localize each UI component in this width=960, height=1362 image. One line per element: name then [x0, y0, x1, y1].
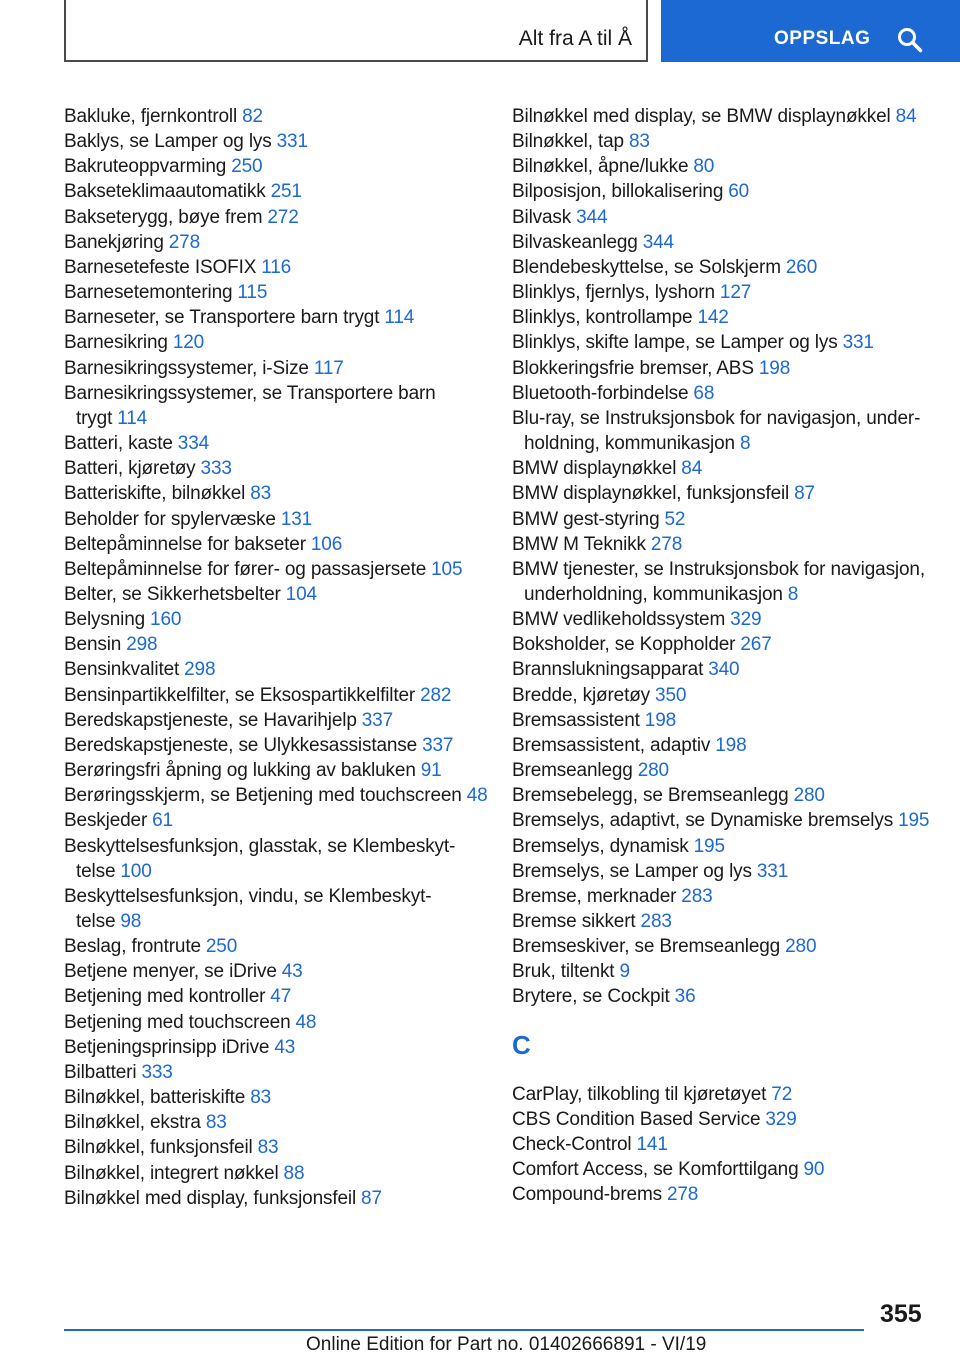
- index-entry: [512, 1107, 932, 1132]
- page-reference-link[interactable]: 105: [431, 558, 463, 580]
- page-reference-link[interactable]: 250: [231, 156, 263, 178]
- page-reference-link[interactable]: 48: [466, 785, 488, 807]
- page-reference-link[interactable]: 120: [172, 332, 205, 354]
- page-reference-link[interactable]: 84: [681, 458, 703, 480]
- index-entry-text: Check-Control: [512, 1133, 632, 1155]
- index-entry: [512, 783, 932, 808]
- index-entry-text: Bilnøkkel, funksjonsfeil: [64, 1137, 253, 1159]
- index-entry-text: Beholder for spylervæske: [64, 508, 276, 530]
- index-entry-text: Beskjeder: [64, 810, 148, 832]
- page-reference-link[interactable]: 83: [205, 1112, 227, 1134]
- index-entry: [512, 1082, 932, 1107]
- index-entry-text: BMW displaynøkkel: [512, 458, 677, 480]
- page-reference-link[interactable]: 8: [787, 583, 799, 605]
- index-column-left: [64, 104, 489, 1211]
- page-reference-link[interactable]: 344: [642, 231, 674, 253]
- index-entry-text: Blinklys, kontrollampe: [512, 307, 693, 329]
- index-entry-text: Batteri, kaste: [64, 433, 173, 455]
- index-entry: [512, 934, 932, 959]
- page-reference-link[interactable]: 250: [205, 936, 238, 958]
- index-entry-text: Betjening med kontroller: [64, 986, 266, 1008]
- index-entry-text: Berøringsskjerm, se Betjening med touchscreen: [64, 785, 462, 807]
- index-entry: [64, 582, 489, 607]
- index-entry-text: Blinklys, skifte lampe, se Lamper og lys: [512, 332, 838, 354]
- index-entry: [512, 1182, 932, 1207]
- index-entry-text: Bremseanlegg: [512, 760, 633, 782]
- index-entry-text: BMW tjenester, se Instruksjonsbok for navigasjon, underholdning, kommunikasjon: [512, 558, 925, 605]
- index-entry: [64, 934, 489, 959]
- index-entry-text: Beskyttelsesfunksjon, vindu, se Klembeskyttelse: [64, 885, 432, 932]
- page-reference-link[interactable]: 60: [728, 181, 750, 203]
- index-entry-text: Beredskapstjeneste, se Havarihjelp: [64, 709, 357, 731]
- index-entry-text: Bilvaskeanlegg: [512, 231, 638, 253]
- page-reference-link[interactable]: 36: [674, 986, 696, 1008]
- index-entry: [512, 456, 932, 481]
- index-entry-text: CBS Condition Based Service: [512, 1108, 761, 1130]
- index-entry-text: Banekjøring: [64, 231, 164, 253]
- page-reference-link[interactable]: 83: [250, 1087, 272, 1109]
- index-entry: [64, 834, 489, 884]
- index-entry: [512, 330, 932, 355]
- index-entry: [512, 708, 932, 733]
- index-entry: [512, 104, 932, 129]
- index-entry-text: Bensinkvalitet: [64, 659, 180, 681]
- page-reference-link[interactable]: 331: [756, 860, 789, 882]
- index-entry: [64, 305, 489, 330]
- index-entry-text: Bakseteklimaautomatikk: [64, 181, 266, 203]
- index-entry: [64, 507, 489, 532]
- page-reference-link[interactable]: 115: [237, 282, 268, 304]
- page-reference-link[interactable]: 80: [693, 156, 715, 178]
- index-entry-text: CarPlay, tilkobling til kjøretøyet: [512, 1083, 767, 1105]
- index-entry: [512, 255, 932, 280]
- index-entry-text: Barnesikring: [64, 332, 168, 354]
- lookup-tab[interactable]: [661, 0, 960, 62]
- page-reference-link[interactable]: 282: [420, 684, 452, 706]
- page-reference-link[interactable]: 278: [168, 231, 200, 253]
- index-entry-text: Bilnøkkel, batteriskifte: [64, 1087, 246, 1109]
- page-reference-link[interactable]: 83: [257, 1137, 279, 1159]
- index-entry: [512, 129, 932, 154]
- index-entry-text: Bilvask: [512, 206, 572, 228]
- page-reference-link[interactable]: 331: [842, 332, 874, 354]
- index-entry-text: Comfort Access, se Komforttilgang: [512, 1159, 799, 1181]
- page-reference-link[interactable]: 334: [177, 433, 210, 455]
- index-entry-text: Bakseterygg, bøye frem: [64, 206, 263, 228]
- page-reference-link[interactable]: 90: [803, 1159, 825, 1181]
- index-entry: [64, 1060, 489, 1085]
- index-entry-text: BMW M Teknikk: [512, 533, 646, 555]
- index-entry: [64, 1161, 489, 1186]
- index-entry: [64, 632, 489, 657]
- page-reference-link[interactable]: 350: [655, 684, 687, 706]
- index-entry: [64, 330, 489, 355]
- index-entry: [64, 1010, 489, 1035]
- index-entry: [512, 909, 932, 934]
- index-entry: [64, 758, 489, 783]
- index-entry-text: BMW vedlikeholdssystem: [512, 609, 726, 631]
- index-entry: [512, 758, 932, 783]
- index-entry: [512, 657, 932, 682]
- index-entry: [64, 657, 489, 682]
- page-reference-link[interactable]: 142: [697, 307, 729, 329]
- page-reference-link[interactable]: 106: [310, 533, 343, 555]
- index-entry-text: Bilnøkkel med display, se BMW displaynøkkel: [512, 106, 891, 127]
- index-entry: [64, 1085, 489, 1110]
- index-entry-text: Boksholder, se Koppholder: [512, 634, 736, 656]
- page-reference-link[interactable]: 131: [280, 508, 313, 530]
- index-entry-text: Barneseter, se Transportere barn trygt: [64, 307, 380, 329]
- index-entry: [64, 783, 489, 808]
- search-icon[interactable]: [897, 27, 923, 53]
- index-entry-text: Bruk, tiltenkt: [512, 961, 615, 983]
- index-entry-text: BMW gest-styring: [512, 508, 660, 530]
- page-reference-link[interactable]: 283: [640, 911, 672, 932]
- page-reference-link[interactable]: 198: [758, 357, 791, 379]
- page-number: 355: [880, 1300, 922, 1328]
- index-entry: [64, 154, 489, 179]
- index-entry-text: Berøringsfri åpning og lukking av bakluken: [64, 760, 416, 782]
- index-entry: [64, 255, 489, 280]
- page-reference-link[interactable]: 298: [126, 634, 158, 656]
- page-reference-link[interactable]: 340: [708, 659, 740, 681]
- page-reference-link[interactable]: 82: [242, 106, 263, 127]
- page-reference-link[interactable]: 84: [895, 106, 917, 127]
- index-entry-text: Bremsebelegg, se Bremseanlegg: [512, 785, 789, 807]
- index-entry: [512, 1157, 932, 1182]
- index-entry: [64, 456, 489, 481]
- page-reference-link[interactable]: 117: [313, 357, 344, 379]
- page-reference-link[interactable]: 127: [719, 282, 752, 304]
- index-entry-text: Bilnøkkel med display, funksjonsfeil: [64, 1187, 357, 1209]
- index-entry-text: Beltepåminnelse for fører- og passasjersete: [64, 558, 427, 580]
- index-entry: [512, 532, 932, 557]
- page-reference-link[interactable]: 198: [644, 709, 677, 731]
- index-entry: [512, 381, 932, 406]
- page-reference-link[interactable]: 298: [184, 659, 216, 681]
- index-entry-text: Betjening med touchscreen: [64, 1011, 291, 1033]
- index-entry-text: Bilnøkkel, tap: [512, 131, 624, 153]
- index-entry-text: Bremse sikkert: [512, 911, 636, 932]
- page-reference-link[interactable]: 87: [794, 483, 815, 505]
- footer-edition-text: Online Edition for Part no. 01402666891 - VI/19: [306, 1334, 707, 1355]
- page-reference-link[interactable]: 280: [785, 936, 817, 958]
- page-reference-link[interactable]: 114: [384, 307, 415, 329]
- index-entry: [512, 607, 932, 632]
- index-entry: [64, 280, 489, 305]
- index-entry-text: Bilnøkkel, ekstra: [64, 1112, 201, 1134]
- index-entry: [512, 733, 932, 758]
- index-entry-text: Bensinpartikkelfilter, se Eksospartikkelfilter: [64, 684, 416, 706]
- page-reference-link[interactable]: 333: [141, 1061, 173, 1083]
- index-entry: [512, 1132, 932, 1157]
- index-entry-text: Brytere, se Cockpit: [512, 986, 670, 1008]
- index-entry: [64, 129, 489, 154]
- page-reference-link[interactable]: 114: [117, 407, 148, 429]
- page-reference-link[interactable]: 278: [666, 1184, 699, 1206]
- page-reference-link[interactable]: 329: [730, 609, 762, 631]
- index-entry: [512, 632, 932, 657]
- page-reference-link[interactable]: 68: [693, 382, 715, 404]
- page-reference-link[interactable]: 104: [285, 583, 317, 605]
- index-entry-text: Bremse, merknader: [512, 885, 677, 907]
- index-entry: [64, 557, 489, 582]
- index-entry-text: Barnesetefeste ISOFIX: [64, 256, 257, 278]
- index-entry-text: Bremselys, se Lamper og lys: [512, 860, 752, 882]
- index-entry: [64, 708, 489, 733]
- page-reference-link[interactable]: 280: [637, 760, 669, 782]
- index-entry: [64, 1035, 489, 1060]
- index-entry: [512, 859, 932, 884]
- page-reference-link[interactable]: 272: [267, 206, 299, 228]
- index-list-c: [512, 1082, 932, 1208]
- index-entry-text: Barnesikringssystemer, i-Size: [64, 357, 309, 379]
- index-entry: [512, 557, 932, 607]
- section-tab-label: Alt fra A til Å: [518, 27, 632, 50]
- page-reference-link[interactable]: 100: [120, 860, 152, 882]
- index-entry: [512, 305, 932, 330]
- index-entry: [64, 104, 489, 129]
- index-entry-text: Bilbatteri: [64, 1061, 137, 1083]
- page-reference-link[interactable]: 72: [771, 1083, 793, 1105]
- index-entry: [512, 808, 932, 833]
- index-entry-text: Bluetooth-forbindelse: [512, 382, 689, 404]
- index-entry: [512, 984, 932, 1009]
- index-entry: [512, 683, 932, 708]
- index-entry: [64, 1186, 489, 1211]
- index-entry-text: BMW displaynøkkel, funksjonsfeil: [512, 483, 790, 505]
- index-entry: [64, 230, 489, 255]
- page-reference-link[interactable]: 333: [200, 458, 232, 480]
- index-entry: [512, 230, 932, 255]
- page-reference-link[interactable]: 9: [619, 961, 630, 983]
- index-entry: [64, 481, 489, 506]
- page-reference-link[interactable]: 43: [281, 961, 303, 983]
- page-reference-link[interactable]: 278: [650, 533, 683, 555]
- index-entry: [512, 406, 932, 456]
- page-reference-link[interactable]: 43: [274, 1036, 296, 1058]
- page-reference-link[interactable]: 88: [283, 1162, 305, 1184]
- index-entry: [512, 154, 932, 179]
- index-column-right: [512, 104, 932, 1207]
- index-entry-text: Beskyttelsesfunksjon, glasstak, se Klembeskyttelse: [64, 835, 456, 882]
- index-entry: [512, 834, 932, 859]
- index-entry: [512, 205, 932, 230]
- page-reference-link[interactable]: 116: [261, 256, 292, 278]
- index-entry-text: Bremselys, adaptivt, se Dynamiske bremselys: [512, 810, 894, 832]
- section-tab[interactable]: [64, 0, 648, 62]
- index-entry-text: Beltepåminnelse for bakseter: [64, 533, 306, 555]
- page-reference-link[interactable]: 331: [276, 131, 308, 153]
- index-entry-text: Bremseskiver, se Bremseanlegg: [512, 936, 781, 958]
- page-reference-link[interactable]: 329: [765, 1108, 797, 1130]
- index-entry-text: Bensin: [64, 634, 122, 656]
- index-entry-text: Blinklys, fjernlys, lyshorn: [512, 282, 715, 304]
- page-reference-link[interactable]: 83: [628, 131, 650, 153]
- page-reference-link[interactable]: 251: [270, 181, 302, 203]
- index-entry: [64, 884, 489, 934]
- index-entry: [64, 1135, 489, 1160]
- page-reference-link[interactable]: 337: [361, 709, 393, 731]
- page-reference-link[interactable]: 83: [250, 483, 272, 505]
- index-entry-text: Bilposisjon, billokalisering: [512, 181, 724, 203]
- index-entry: [64, 607, 489, 632]
- index-entry-text: Batteri, kjøretøy: [64, 458, 196, 480]
- page-reference-link[interactable]: 8: [739, 433, 751, 455]
- index-entry-text: Bilnøkkel, integrert nøkkel: [64, 1162, 279, 1184]
- index-entry-text: Batteriskifte, bilnøkkel: [64, 483, 246, 505]
- index-entry-text: Bremsassistent, adaptiv: [512, 734, 711, 756]
- index-entry-text: Belysning: [64, 609, 146, 631]
- page-reference-link[interactable]: 195: [898, 810, 930, 832]
- index-entry-text: Compound-brems: [512, 1184, 662, 1206]
- index-entry: [64, 683, 489, 708]
- page-reference-link[interactable]: 195: [693, 835, 725, 857]
- index-entry-text: Brannslukningsapparat: [512, 659, 704, 681]
- index-entry-text: Barnesikringssystemer, se Transportere barn trygt: [64, 382, 436, 429]
- index-entry-text: Bredde, kjøretøy: [512, 684, 651, 706]
- index-entry: [512, 481, 932, 506]
- index-entry: [512, 959, 932, 984]
- index-entry: [512, 884, 932, 909]
- index-list-b-continued: [512, 104, 932, 1010]
- index-entry-text: Bakruteoppvarming: [64, 156, 227, 178]
- index-entry: [64, 1110, 489, 1135]
- page-reference-link[interactable]: 198: [715, 734, 747, 756]
- page-reference-link[interactable]: 283: [681, 885, 713, 907]
- index-entry-text: Bremselys, dynamisk: [512, 835, 689, 857]
- index-entry: [64, 179, 489, 204]
- index-entry: [64, 205, 489, 230]
- index-entry-text: Blendebeskyttelse, se Solskjerm: [512, 256, 781, 278]
- lookup-tab-label: OPPSLAG: [774, 28, 871, 49]
- footer-rule: [64, 1329, 864, 1331]
- page-reference-link[interactable]: 267: [740, 634, 772, 656]
- index-entry-text: Barnesetemontering: [64, 282, 233, 304]
- index-entry-text: Blokkeringsfrie bremser, ABS: [512, 357, 754, 379]
- page-reference-link[interactable]: 87: [361, 1187, 382, 1209]
- index-entry-text: Betjene menyer, se iDrive: [64, 961, 277, 983]
- index-entry: [64, 808, 489, 833]
- index-entry: [64, 431, 489, 456]
- index-entry-text: Beredskapstjeneste, se Ulykkesassistanse: [64, 734, 418, 756]
- index-entry: [512, 507, 932, 532]
- page-reference-link[interactable]: 52: [664, 508, 686, 530]
- letter-heading-c: C: [512, 1029, 531, 1060]
- page-reference-link[interactable]: 141: [636, 1133, 668, 1155]
- page-reference-link[interactable]: 91: [420, 760, 442, 782]
- index-entry-text: Belter, se Sikkerhetsbelter: [64, 583, 281, 605]
- index-entry-text: Beslag, frontrute: [64, 936, 201, 958]
- index-entry-text: Bremsassistent: [512, 709, 640, 731]
- page-reference-link[interactable]: 160: [150, 609, 182, 631]
- index-entry: [64, 381, 489, 431]
- index-entry-text: Bakluke, fjernkontroll: [64, 106, 238, 127]
- index-entry: [64, 532, 489, 557]
- index-entry: [64, 733, 489, 758]
- index-entry: [64, 959, 489, 984]
- index-entry: [512, 179, 932, 204]
- index-entry-text: Baklys, se Lamper og lys: [64, 131, 272, 153]
- index-entry: [512, 356, 932, 381]
- page-reference-link[interactable]: 337: [422, 734, 454, 756]
- index-entry-text: Betjeningsprinsipp iDrive: [64, 1036, 270, 1058]
- index-entry: [64, 356, 489, 381]
- page-reference-link[interactable]: 47: [270, 986, 292, 1008]
- page-reference-link[interactable]: 61: [152, 810, 173, 832]
- index-entry: [512, 280, 932, 305]
- page-reference-link[interactable]: 280: [793, 785, 825, 807]
- index-entry-text: Blu-ray, se Instruksjonsbok for navigasjon, underholdning, kommunikasjon: [512, 407, 921, 455]
- page-reference-link[interactable]: 344: [576, 206, 608, 228]
- index-entry: [64, 984, 489, 1009]
- index-entry-text: Bilnøkkel, åpne/lukke: [512, 156, 689, 178]
- page-reference-link[interactable]: 48: [295, 1011, 317, 1033]
- page-reference-link[interactable]: 260: [785, 256, 818, 278]
- page-reference-link[interactable]: 98: [120, 911, 142, 932]
